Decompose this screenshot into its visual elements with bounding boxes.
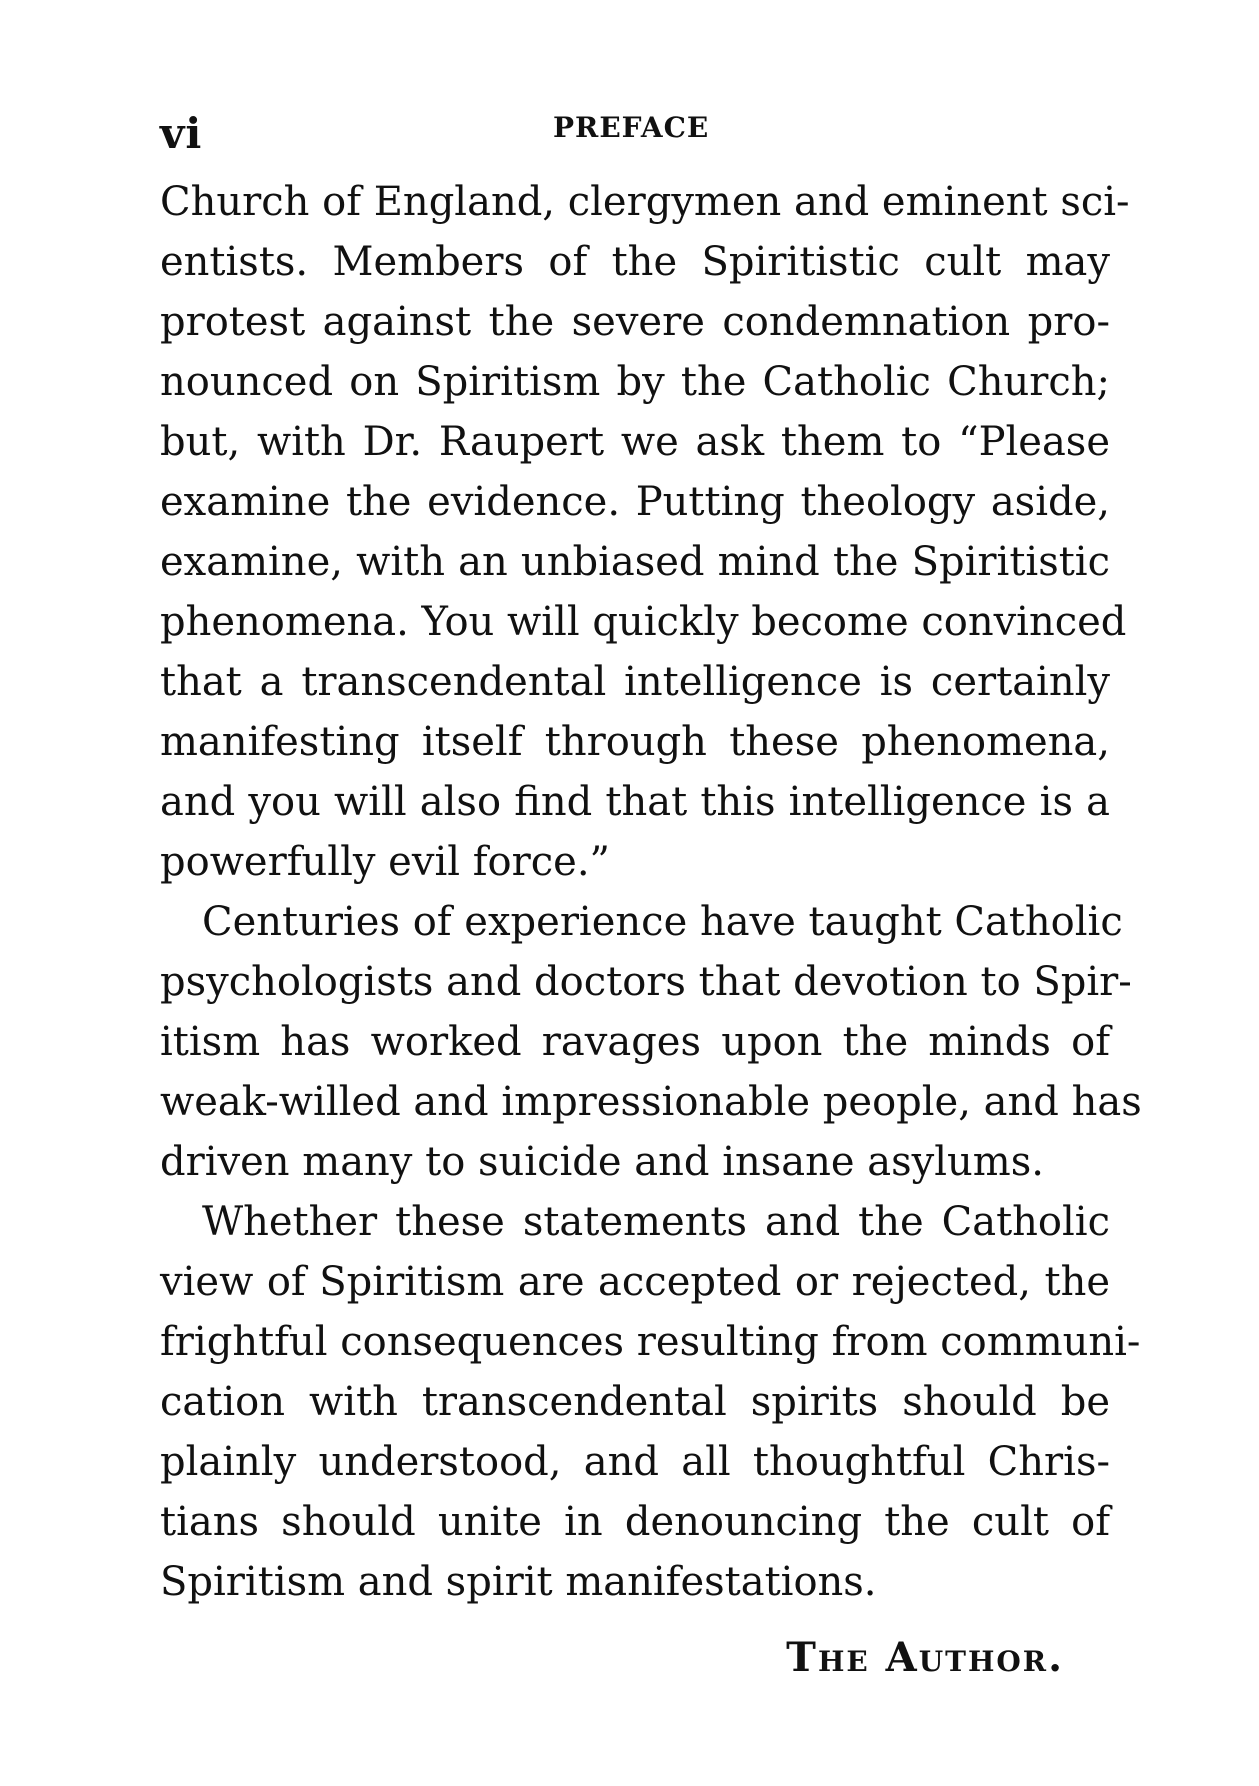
- text-line: that a transcendental intelligence is certainly: [160, 659, 1110, 705]
- text-line: plainly understood, and all thoughtful Chris-: [160, 1439, 1110, 1485]
- text-line: tians should unite in denouncing the cult of: [160, 1499, 1110, 1545]
- text-line: manifesting itself through these phenomena,: [160, 719, 1110, 765]
- text-line: powerfully evil force.”: [160, 839, 610, 885]
- text-line: Centuries of experience have taught Catholic: [202, 899, 1123, 945]
- text-line: Whether these statements and the Catholic: [202, 1199, 1110, 1245]
- text-line: examine, with an unbiased mind the Spiritistic: [160, 539, 1110, 585]
- text-line: itism has worked ravages upon the minds of: [160, 1019, 1110, 1065]
- text-line: nounced on Spiritism by the Catholic Church;: [160, 359, 1110, 405]
- author-signature: The Author.: [786, 1634, 1064, 1681]
- page-header: [160, 104, 1110, 164]
- preface-body: [160, 172, 1142, 1612]
- text-line: Spiritism and spirit manifestations.: [160, 1559, 877, 1605]
- text-line: frightful consequences resulting from communi-: [160, 1319, 1141, 1365]
- text-line: and you will also find that this intelligence is a: [160, 779, 1110, 825]
- running-head: PREFACE: [553, 111, 710, 144]
- text-line: examine the evidence. Putting theology aside,: [160, 479, 1110, 525]
- text-line: view of Spiritism are accepted or rejected, the: [160, 1259, 1110, 1305]
- text-line: psychologists and doctors that devotion to Spir-: [160, 959, 1132, 1005]
- text-line: entists. Members of the Spiritistic cult may: [160, 239, 1110, 285]
- paragraph: [160, 172, 1130, 892]
- text-line: driven many to suicide and insane asylums.: [160, 1139, 1044, 1185]
- page-number: vi: [160, 109, 203, 158]
- paragraph: [160, 1192, 1141, 1612]
- text-line: Church of England, clergymen and eminent sci-: [160, 179, 1130, 225]
- text-line: weak-willed and impressionable people, and has: [160, 1079, 1142, 1125]
- text-line: but, with Dr. Raupert we ask them to “Please: [160, 419, 1110, 465]
- text-line: phenomena. You will quickly become convinced: [160, 599, 1127, 645]
- paragraph: [160, 892, 1142, 1192]
- text-line: cation with transcendental spirits should be: [160, 1379, 1110, 1425]
- text-line: protest against the severe condemnation pro-: [160, 299, 1110, 345]
